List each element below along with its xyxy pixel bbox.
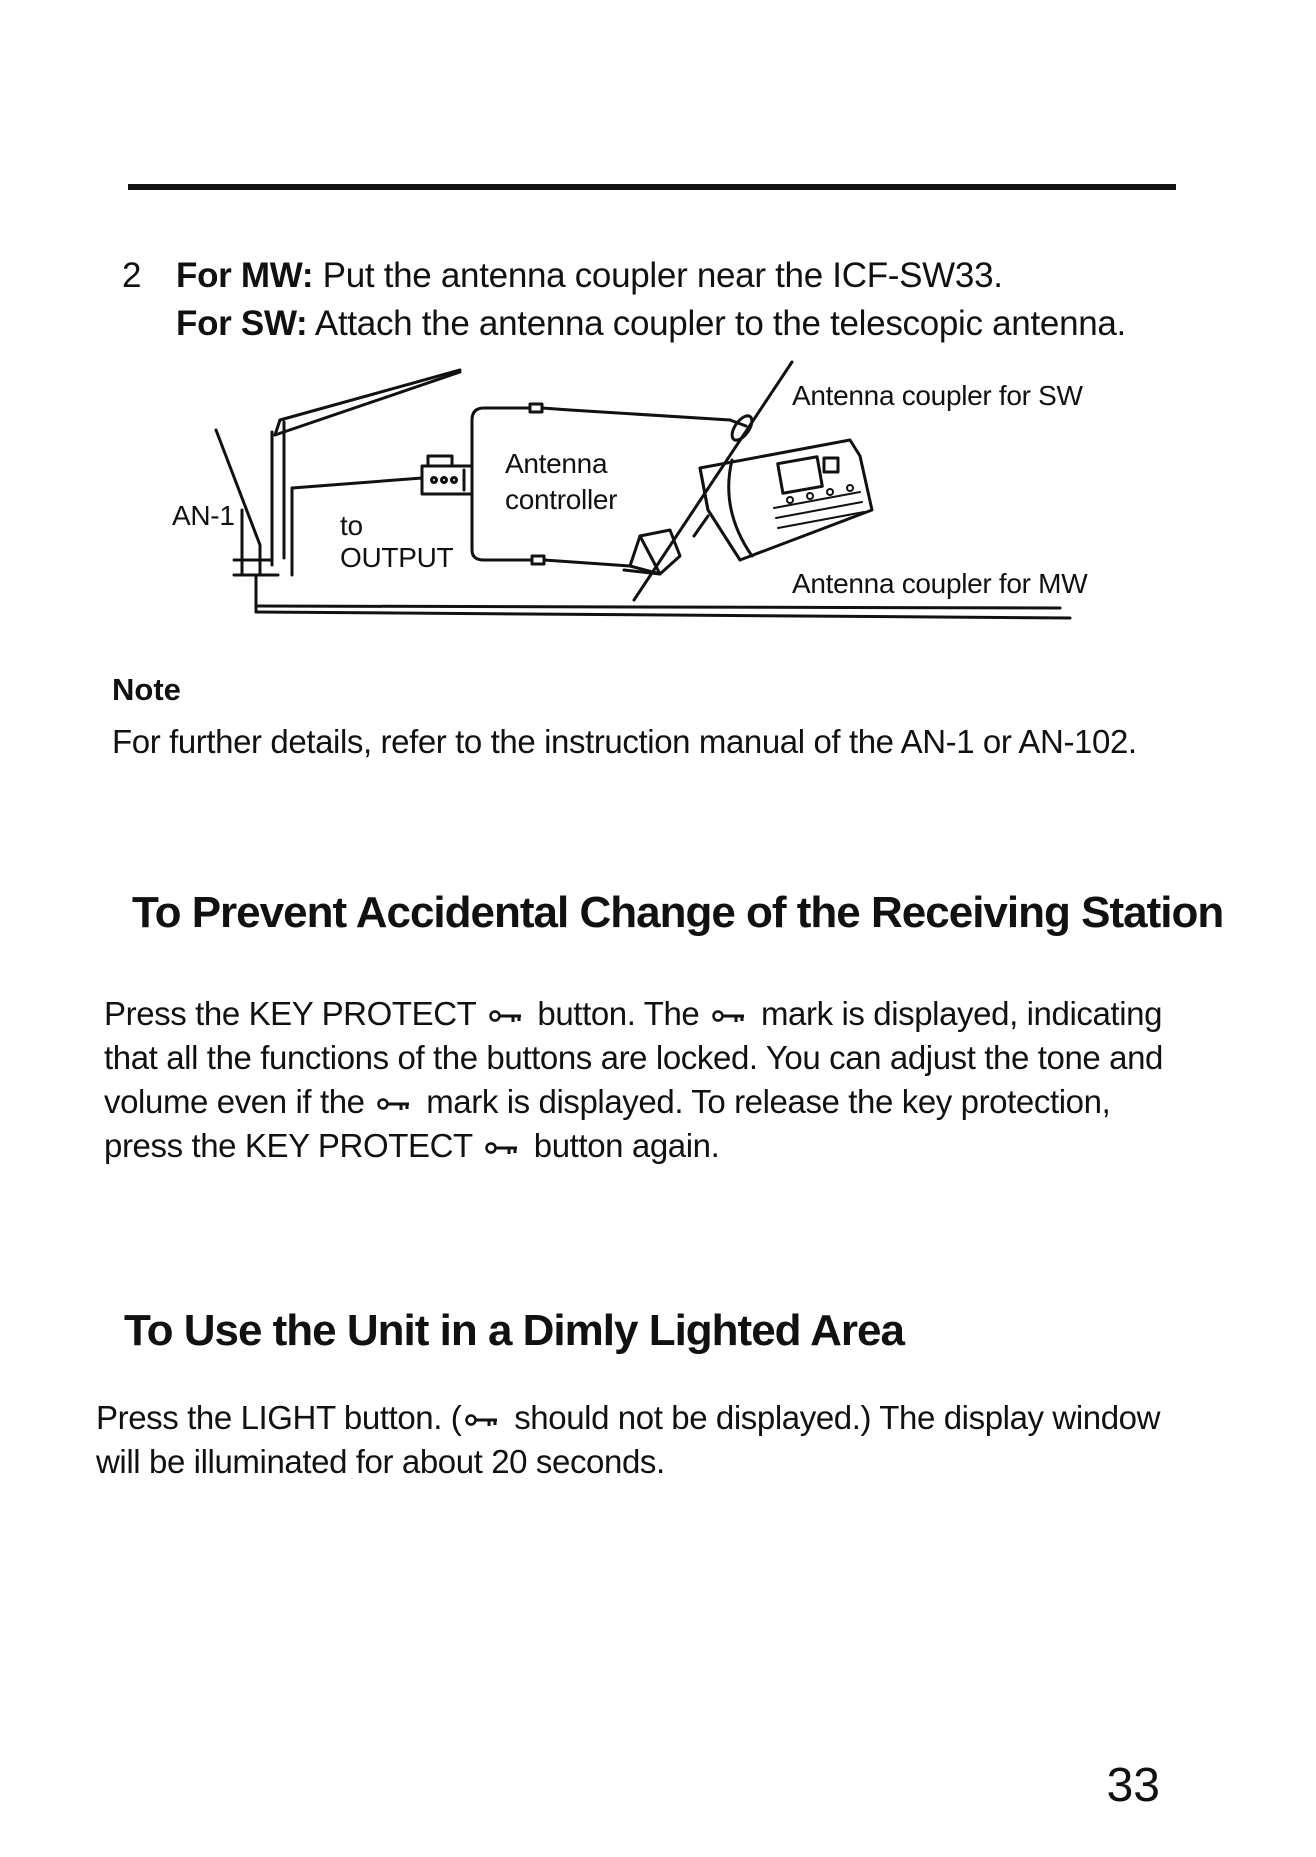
label-coupler-sw: Antenna coupler for SW bbox=[792, 380, 1083, 411]
label-an1: AN-1 bbox=[172, 500, 235, 531]
sw-text: Attach the antenna coupler to the telescopic antenna. bbox=[314, 304, 1126, 343]
kp-text-3: mark is displayed, indicating that all the functions of the buttons are locked. You can adjust the tone and volume even if the bbox=[104, 995, 1163, 1120]
page-number: 33 bbox=[1106, 1759, 1160, 1812]
label-controller-1: Antenna bbox=[505, 448, 608, 479]
key-icon bbox=[377, 1096, 413, 1112]
kp-text-1: Press the KEY PROTECT bbox=[104, 995, 476, 1032]
top-rule bbox=[128, 184, 1176, 190]
key-icon bbox=[485, 1140, 521, 1156]
step-sw-line bbox=[122, 300, 1182, 348]
mw-coupler-icon bbox=[624, 530, 680, 574]
sw-label: For SW: bbox=[176, 304, 308, 343]
heading-light: To Use the Unit in a Dimly Lighted Area bbox=[124, 1306, 904, 1355]
light-text-1: Press the LIGHT button. ( bbox=[96, 1399, 462, 1436]
key-icon bbox=[489, 1008, 525, 1024]
note-body: For further details, refer to the instruction manual of the AN-1 or AN-102. bbox=[112, 723, 1137, 760]
paragraph-key-protect bbox=[104, 992, 1174, 1168]
label-output: OUTPUT bbox=[340, 542, 454, 573]
key-icon bbox=[465, 1412, 501, 1428]
radio-icon bbox=[694, 440, 872, 560]
kp-text-2: button. The bbox=[537, 995, 700, 1032]
note-title: Note bbox=[112, 672, 181, 707]
kp-text-4: mark is displayed. To release the key protection, press the KEY PROTECT bbox=[104, 1083, 1111, 1164]
paragraph-light bbox=[96, 1396, 1166, 1484]
label-coupler-mw: Antenna coupler for MW bbox=[792, 568, 1088, 599]
sw-coupler-icon bbox=[634, 362, 792, 600]
kp-text-5: button again. bbox=[533, 1127, 720, 1164]
step-number: 2 bbox=[122, 256, 142, 295]
step-2 bbox=[122, 252, 1182, 348]
step-mw-line bbox=[122, 252, 1182, 300]
mw-text: Put the antenna coupler near the ICF-SW33. bbox=[322, 256, 1003, 295]
light-text-2: should not be displayed.) The display window will be illuminated for about 20 seconds. bbox=[96, 1399, 1161, 1480]
label-controller-2: controller bbox=[505, 484, 618, 515]
antenna-diagram bbox=[160, 360, 1150, 630]
heading-key-protect: To Prevent Accidental Change of the Receiving Station bbox=[132, 888, 1224, 937]
key-icon bbox=[712, 1008, 748, 1024]
mw-label: For MW: bbox=[176, 256, 314, 295]
label-to: to bbox=[340, 510, 363, 541]
